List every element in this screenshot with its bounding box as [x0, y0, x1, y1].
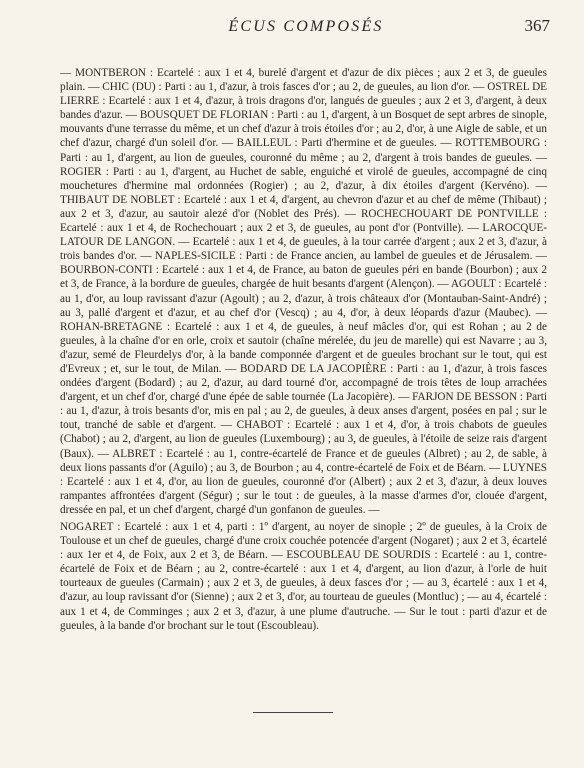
page-header — [62, 14, 550, 42]
paragraph-armorial-entries: — MONTBERON : Ecartelé : aux 1 et 4, burelé d'argent et d'azur de dix pièces ; aux 2 et 3, de gueules plain. — CHIC (DU) : Parti : au 1, d'azur, à trois fasces d'or ; au 2, de gueules, au lion d'or. — OSTREL DE LIERRE : Ecartelé : aux 1 et 4, d'azur, à trois dragons d'or, langués de gueules ; aux 2 et 3, d'argent, à deux bandes d'azur. — BOUSQUET DE FLORIAN : Parti : au 1, d'argent, à un Bosquet de sept arbres de sinople, mouvants d'une terrasse du même, et un chef d'azur à trois étoiles d'or ; au 2, d'or, à une Aigle de sable, et un chef d'azur, chargé d'un soleil d'or. — BAILLEUL : Parti d'hermine et de gueules. — ROTTEMBOURG : Parti : au 1, d'argent, au lion de gueules, couronné du même ; au 2, d'argent à trois bandes de gueules. — ROGIER : Parti : au 1, d'argent, au Huchet de sable, enguiché et virolé de gueules, accompagné de cinq mouchetures d'hermine mal ordonnées (Rogier) ; au 2, d'azur, à dix étoiles d'argent (Kervéno). — THIBAUT DE NOBLET : Ecartelé : aux 1 et 4, d'argent, au chevron d'azur et au chef de même (Thibaut) ; aux 2 et 3, d'azur, au sautoir alezé d'or (Noblet des Prés). — ROCHECHOUART DE PONTVILLE : Ecartelé : aux 1 et 4, de Rochechouart ; aux 2 et 3, de gueules, au pont d'or (Pontville). — LAROCQUE-LATOUR DE LANGON. — Ecartelé : aux 1 et 4, de gueules, à la tour carrée d'argent ; aux 2 et 3, d'azur, à trois bandes d'or. — NAPLES-SICILE : Parti : de France ancien, au lambel de gueules et de Jérusalem. — BOURBON-CONTI : Ecartelé : aux 1 et 4, de France, au baton de gueules péri en bande (Bourbon) ; aux 2 et 3, de France, à la bordure de gueules, chargée de huit besants d'argent (Alençon). — AGOULT : Ecartelé : au 1, d'or, au loup ravissant d'azur (Agoult) ; au 2, d'azur, à trois châteaux d'or (Montauban-Saint-André) ; au 3, pallé d'argent et d'azur, et au chef d'or (Vescq) ; au 4, d'or, à deux léopards d'azur (Maubec). — ROHAN-BRETAGNE : Ecartelé : aux 1 et 4, de gueules, à neuf mâcles d'or, qui est Rohan ; au 2 de gueules, à la chaîne d'or en orle, croix et sautoir (chaîne mérelée, du jeu de marelle) qui est Navarre ; au 3, d'azur, semé de Fleurdelys d'or, à la bande componnée d'argent et de gueules brochant sur le tout, qui est d'Evreux ; et, sur le tout, de Milan. — BODARD DE LA JACOPIÈRE : Parti : au 1, d'azur, à trois fasces ondées d'argent (Bodard) ; au 2, d'azur, au dard tourné d'or, accompagné de trois têtes de loup arrachées d'argent, et un chef d'or, chargé d'une épée de sable tournée (La Jacopière). — FARJON DE BESSON : Parti : au 1, d'azur, à trois besants d'or, mis en pal ; au 2, de gueules, à deux anses d'argent, posées en pal ; sur le tout, tranché de sable et d'argent. — CHABOT : Ecartelé : aux 1 et 4, d'or, à trois chabots de gueules (Chabot) ; au 2, d'argent, au lion de gueules (Luxembourg) ; au 3, de gueules, à l'étoile de seize rais d'argent (Baux). — ALBRET : Ecartelé : au 1, contre-écartelé de France et de gueules (Albret) ; au 2, de sable, à deux lions passants d'or (Aguilo) ; au 3, de Bourbon ; au 4, contre-écartelé de Foix et de Béarn. — LUYNES : Ecartelé : aux 1 et 4, d'or, au lion de gueules, couronné d'or (Albert) ; aux 2 et 3, d'azur, à deux louves rampantes affrontées d'argent (Ségur) ; sur le tout : de gueules, à la masse d'armes d'or, clouée d'argent, dressée en pal, et un chef d'argent, chargé d'un gonfanon de gueules. — — [60, 67, 548, 516]
paragraph-nogaret-entries: NOGARET : Ecartelé : aux 1 et 4, parti : 1º d'argent, au noyer de sinople ; 2º de gueules, à la Croix de Toulouse et un chef de gueules, chargé d'une croix couchée potencée d'argent (Nogaret) ; aux 2 et 3, écartelé : aux 1er et 4, de Foix, aux 2 et 3, de Béarn. — ESCOUBLEAU DE SOURDIS : Ecartelé : au 1, contre-écartelé de Foix et de Béarn ; au 2, contre-écartelé : aux 1 et 4, d'argent, au lion d'azur, à l'orle de huit tourteaux de gueules (Carmain) ; aux 2 et 3, de gueules, à deux fasces d'or ; — au 3, écartelé : aux 1 et 4, d'azur, au loup ravissant d'or (Sienne) ; aux 2 et 3, d'or, au tourteau de gueules (Montluc) ; — au 4, écartelé : aux 1 et 4, de Comminges ; aux 2 et 3, d'azur, à une plume d'autruche. — Sur le tout : parti d'azur et de gueules, à la bande d'or brochant sur le tout (Escoubleau). — [60, 521, 547, 632]
body-text — [60, 66, 547, 633]
page-number: 367 — [524, 16, 550, 35]
running-title: ÉCUS COMPOSÉS — [228, 18, 384, 35]
footer-rule — [253, 712, 333, 713]
